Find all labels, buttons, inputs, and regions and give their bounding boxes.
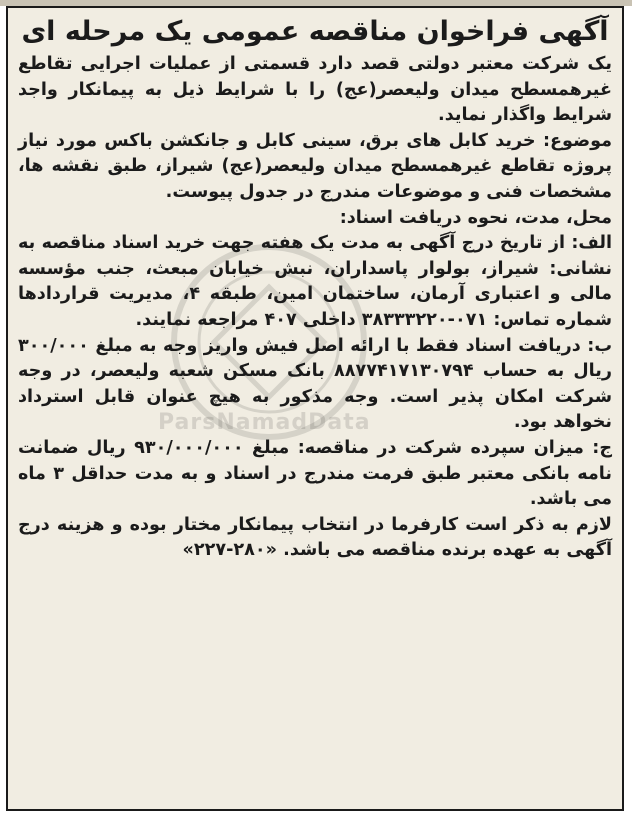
notice-title: آگهی فراخوان مناقصه عمومی یک مرحله ای <box>21 16 609 47</box>
newspaper-clipping <box>6 6 624 811</box>
notice-item-jim: ج: میزان سپرده شرکت در مناقصه: مبلغ ۹۳۰/۰۰۰/۰۰۰ ریال ضمانت نامه بانکی معتبر طبق فرمت مندرج در اسناد و به مدت حداقل ۳ ماه می باشد. <box>18 437 613 510</box>
watermark-text: ParsNamadData <box>158 410 371 435</box>
notice-section-heading: محل، مدت، نحوه دریافت اسناد: <box>339 207 612 228</box>
notice-item-be: ب: دریافت اسناد فقط با ارائه اصل فیش واریز وجه به مبلغ ۳۰۰/۰۰۰ ریال به حساب ۸۸۷۷۴۱۷۱۳۰۷۹۴ بانک مسکن شعبه ولیعصر، در وجه شرکت امکان پذیر است. وجه مذکور به هیچ عنوان قابل استرداد نخواهد بود. <box>18 335 612 433</box>
notice-body <box>18 12 612 805</box>
notice-closing-text: لازم به ذکر است کارفرما در انتخاب پیمانکار مختار بوده و هزینه درج آگهی به عهده برنده مناقصه می باشد. <box>18 514 612 561</box>
notice-code: «۲۲۷-۲۸۰» <box>182 540 277 561</box>
notice-closing <box>18 513 612 564</box>
notice-intro: یک شرکت معتبر دولتی قصد دارد قسمتی از عملیات اجرایی تقاطع غیرهمسطح میدان ولیعصر(عج) را با شرایط ذیل به پیمانکار واجد شرایط واگذار نماید. <box>18 54 612 126</box>
notice-item-alef: الف: از تاریخ درج آگهی به مدت یک هفته جهت خرید اسناد مناقصه به نشانی: شیراز، بولوار پاسداران، نبش خیابان مبعث، جنب مؤسسه مالی و اعتباری آرمان، ساختمان امین، طبقه ۴، مدیریت قراردادها شماره تماس: ۰۷۱-۳۸۳۳۳۲۲۰ داخلی ۴۰۷ مراجعه نمایند. <box>18 233 612 330</box>
notice-subject: موضوع: خرید کابل های برق، سینی کابل و جانکشن باکس مورد نیاز پروژه تقاطع غیرهمسطح میدان ولیعصر(عج) شیراز، طبق نقشه ها، مشخصات فنی و موضوعات مندرج در جدول پیوست. <box>18 130 612 202</box>
